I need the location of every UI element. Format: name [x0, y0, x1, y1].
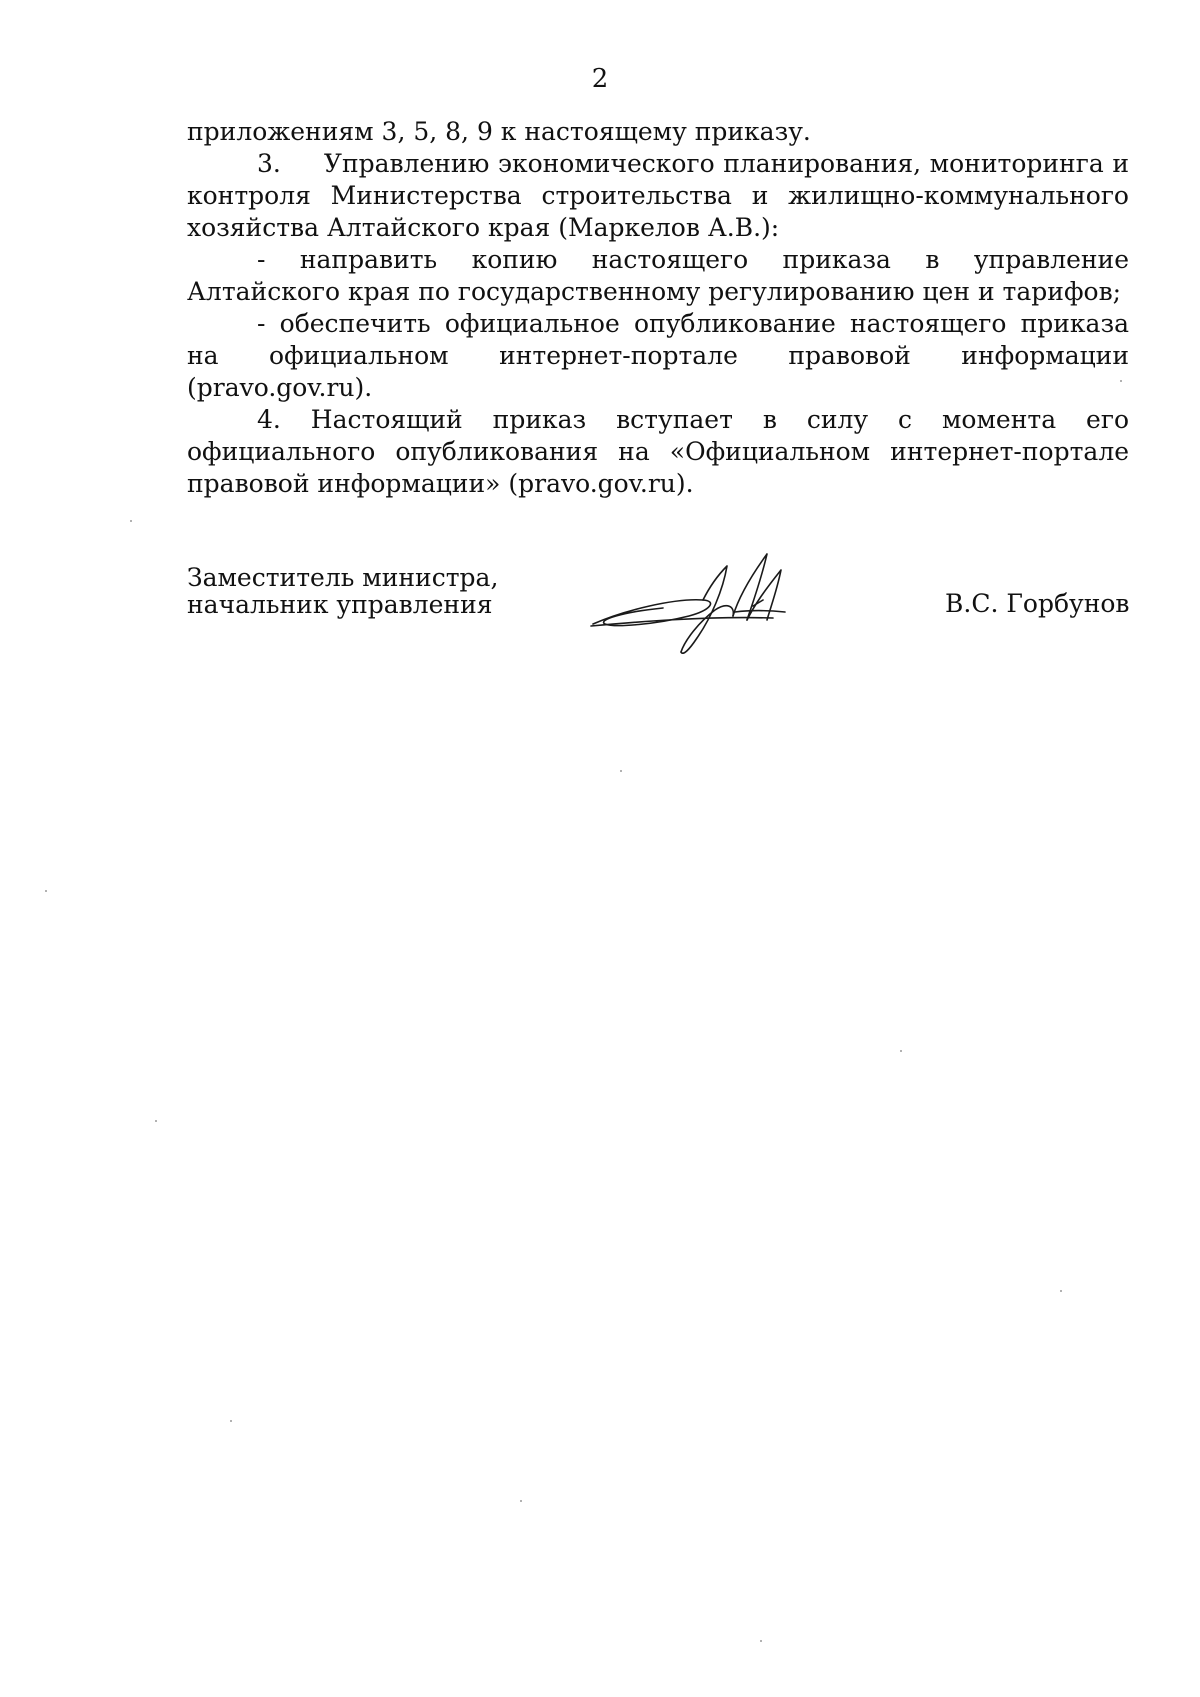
paragraph-bullet-publish: - обеспечить официальное опубликование настоящего приказа на официальном интернет-портале правовой информации (pravo.gov.ru).: [187, 309, 1129, 402]
scan-speck: [520, 1500, 522, 1502]
paragraph-continuation: приложениям 3, 5, 8, 9 к настоящему приказу.: [187, 117, 811, 146]
scan-speck: [1120, 380, 1122, 382]
document-body: [187, 116, 1129, 500]
scan-speck: [900, 1050, 902, 1052]
paragraph-item-3: 3. Управлению экономического планирования, мониторинга и контроля Министерства строительства и жилищно-коммунального хозяйства Алтайского края (Маркелов А.В.):: [187, 149, 1129, 242]
signatory-position: [187, 564, 498, 618]
paragraph-bullet-send-copy: - направить копию настоящего приказа в управление Алтайского края по государственному регулированию цен и тарифов;: [187, 245, 1129, 306]
signatory-position-line-2: начальник управления: [187, 590, 493, 619]
scan-speck: [130, 520, 132, 522]
scan-speck: [620, 770, 622, 772]
signer-name: В.С. Горбунов: [945, 589, 1130, 618]
scan-speck: [155, 1120, 157, 1122]
signatory-position-line-1: Заместитель министра,: [187, 563, 499, 592]
page-number: 2: [591, 64, 609, 94]
scan-speck: [760, 1640, 762, 1642]
handwritten-signature: [585, 540, 815, 660]
scan-speck: [1060, 1290, 1062, 1292]
scan-speck: [45, 890, 47, 892]
scan-speck: [230, 1420, 232, 1422]
paragraph-item-4: 4. Настоящий приказ вступает в силу с момента его официального опубликования на «Официальном интернет-портале правовой информации» (pravo.gov.ru).: [187, 405, 1129, 498]
